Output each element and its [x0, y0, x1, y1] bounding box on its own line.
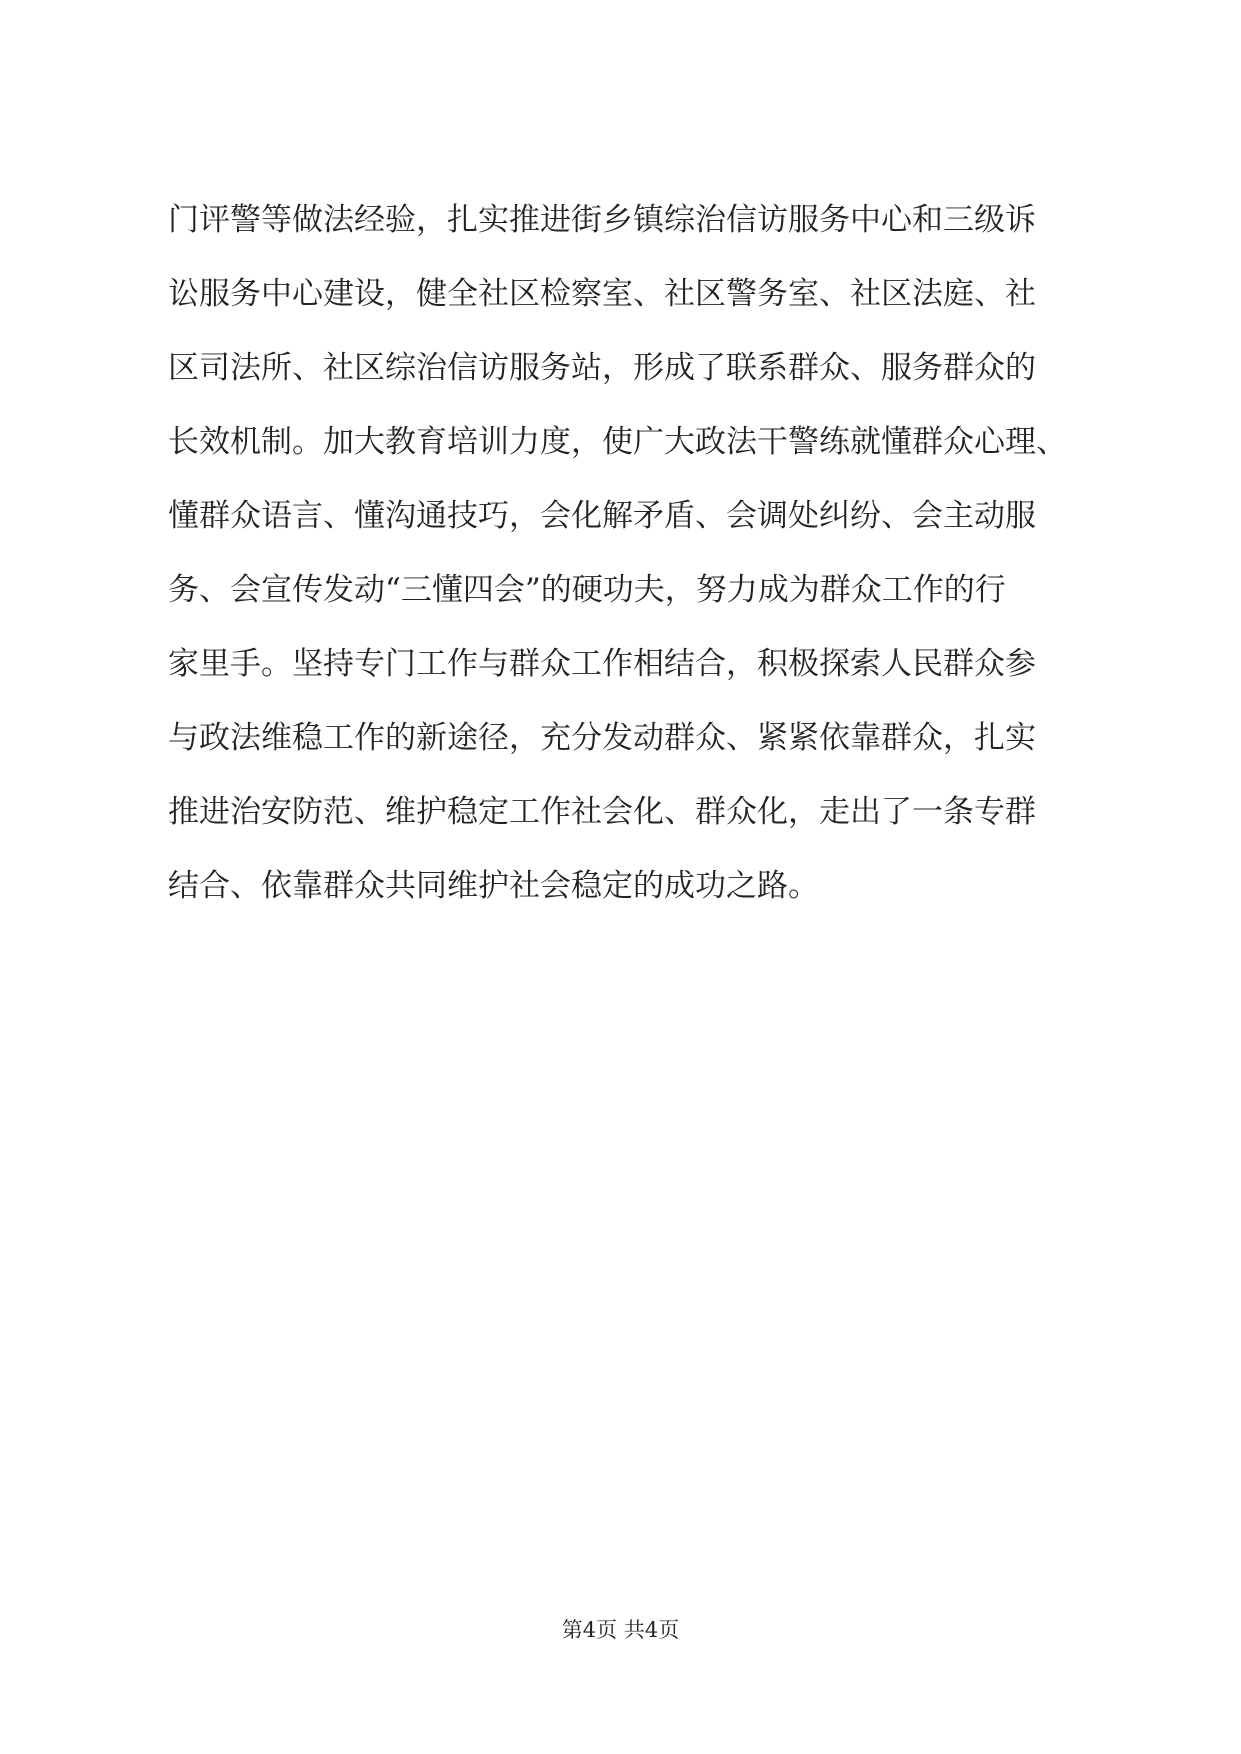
- paragraph-line: 长效机制。加大教育培训力度，使广大政法干警练就懂群众心理、: [168, 424, 1067, 460]
- paragraph-line: 区司法所、社区综治信访服务站，形成了联系群众、服务群众的: [168, 350, 1036, 386]
- paragraph-line: 结合、依靠群众共同维护社会稳定的成功之路。: [168, 868, 819, 904]
- paragraph-line: 讼服务中心建设，健全社区检察室、社区警务室、社区法庭、社: [168, 276, 1036, 312]
- page-number-footer: 第4页 共4页: [561, 1618, 680, 1642]
- paragraph-line: 与政法维稳工作的新途径，充分发动群众、紧紧依靠群众，扎实: [168, 720, 1036, 756]
- body-paragraph: [168, 200, 1088, 940]
- paragraph-line: 务、会宣传发动“三懂四会”的硬功夫，努力成为群众工作的行: [168, 572, 1006, 608]
- paragraph-line: 家里手。坚持专门工作与群众工作相结合，积极探索人民群众参: [168, 646, 1036, 682]
- paragraph-line: 门评警等做法经验，扎实推进街乡镇综治信访服务中心和三级诉: [168, 202, 1036, 238]
- paragraph-line: 推进治安防范、维护稳定工作社会化、群众化，走出了一条专群: [168, 794, 1036, 830]
- paragraph-line: 懂群众语言、懂沟通技巧，会化解矛盾、会调处纠纷、会主动服: [168, 498, 1036, 534]
